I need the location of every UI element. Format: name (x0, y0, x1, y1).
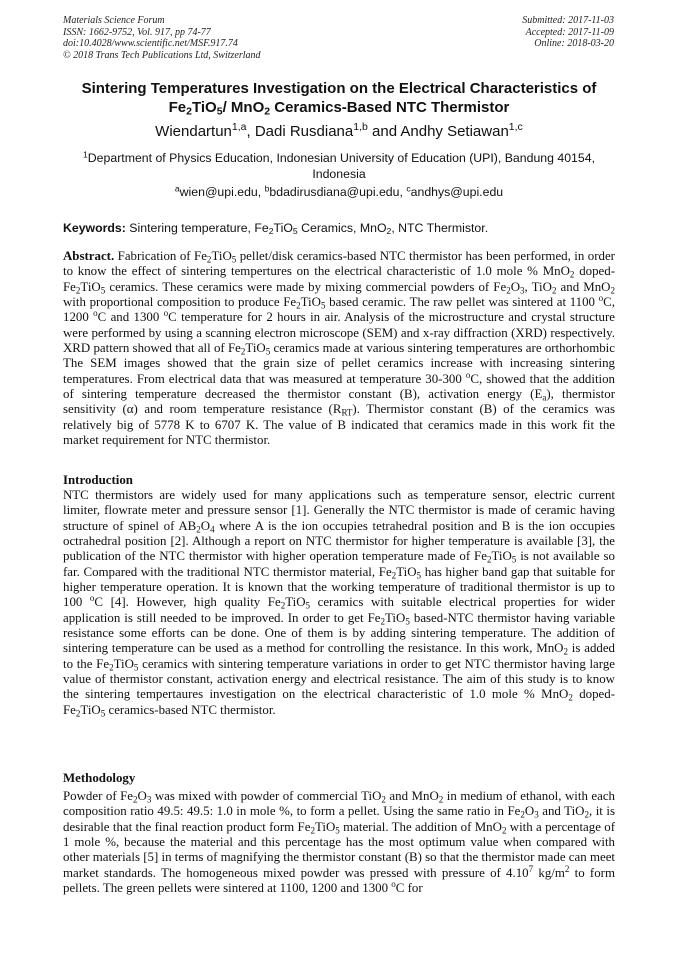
text-run: based ceramic. The raw pellet was sintered at 1100 (325, 295, 599, 310)
email-link[interactable]: andhys@upi.edu (410, 185, 504, 199)
text-run: TiO (80, 279, 101, 294)
keywords-text: , NTC Thermistor. (391, 221, 489, 235)
text-run: doped-Fe (63, 264, 615, 294)
affiliation (70, 150, 608, 182)
text-run: ceramics. These ceramics were made by mixing commercial powders of Fe (105, 279, 507, 294)
text-run: O (524, 804, 535, 819)
title-text: Fe (168, 99, 187, 116)
accepted-date: Accepted: 2017-11-09 (525, 26, 614, 38)
text-run: TiO (300, 295, 321, 310)
title-text: / MnO (222, 99, 265, 116)
text-run: 5 (320, 300, 326, 311)
text-run: TiO (211, 249, 232, 263)
title-sub: 2 (264, 105, 271, 118)
text-run: based-NTC thermistor having variable resistance some efforts can be done. One of them is by adding sintering temperature. The addition of sintering temperature can be used as a method for controlling the resistance. In this work, MnO (63, 610, 615, 656)
abstract-label: Abstract. (63, 249, 115, 263)
email-sup: b (264, 183, 270, 194)
text-run: 5 (416, 569, 422, 580)
paper-title (40, 79, 638, 117)
text-run: o (391, 879, 396, 890)
title-line-2 (40, 98, 638, 117)
text-run: doped-Fe (63, 687, 615, 717)
text-run: 2 (381, 794, 386, 805)
text-run: 2 (75, 708, 81, 719)
text-run: 3 (534, 809, 539, 820)
text-run: has higher band gap that suitable for higher temperature operation. It is known that the working temperature of traditional thermistor is up to 100 (63, 564, 615, 610)
text-run: 2 (520, 809, 525, 820)
text-run: Fabrication of Fe (114, 249, 207, 263)
title-sub: 5 (216, 105, 223, 118)
journal-copyright: © 2018 Trans Tech Publications Ltd, Switzerland (63, 49, 261, 61)
email-sup: a (174, 183, 180, 194)
text-run: with proportional composition to produce Fe (63, 295, 297, 310)
author-list (40, 123, 638, 141)
text-run: 5 (231, 254, 237, 265)
text-run: 2 (310, 824, 315, 835)
text-run: 5 (133, 662, 139, 673)
text-run: 5 (335, 824, 340, 835)
text-run: 2 (584, 809, 589, 820)
text-run: 2 (568, 692, 573, 703)
text-run: 2 (206, 254, 212, 265)
text-run: C and 1300 (97, 310, 164, 325)
author-sup: 1,b (353, 121, 368, 134)
introduction-heading: Introduction (63, 473, 133, 487)
text-run: 2 (438, 794, 444, 805)
keywords-sub: 2 (268, 226, 274, 237)
journal-header-right (522, 15, 614, 50)
text-run: 3 (520, 284, 525, 295)
text-run: ceramics with suitable electrical properties for wider application is still needed to be improved. In order to get Fe (63, 595, 615, 625)
text-run: material. The addition of MnO (339, 819, 502, 834)
text-run: 5 (265, 346, 271, 357)
text-run: o (465, 369, 471, 380)
keywords (63, 220, 615, 236)
text-run: TiO (385, 610, 406, 625)
text-run: 2 (196, 523, 201, 534)
text-run: 5 (405, 616, 410, 626)
text-run: TiO (396, 564, 417, 579)
methodology-paragraph (63, 789, 615, 896)
keywords-label: Keywords: (63, 221, 126, 235)
text-run: O (200, 518, 211, 533)
introduction-paragraph (63, 488, 615, 718)
text-run: 2 (109, 662, 114, 673)
text-run: and MnO (385, 789, 439, 803)
author-name: and Andhy Setiawan (367, 123, 509, 140)
text-run: TiO (491, 549, 512, 564)
text-run: 5 (100, 284, 106, 295)
journal-name: Materials Science Forum (63, 15, 165, 26)
text-run: o (89, 593, 95, 604)
keywords-text: Ceramics, MnO (297, 221, 387, 235)
affiliation-text: Department of Physics Education, Indonesian University of Education (UPI), Bandung 40154, Indonesia (87, 151, 595, 181)
text-run: TiO (285, 595, 306, 610)
text-run: o (598, 293, 604, 304)
text-run: ), thermistor sensitivity (α) and room temperature resistance (R (63, 387, 615, 417)
text-run: TiO (80, 702, 101, 717)
author-sup: 1,a (231, 121, 247, 134)
author-sup: 1,c (508, 121, 523, 134)
text-run: 2 (280, 600, 286, 611)
email-link[interactable]: wien@upi.edu, (179, 185, 265, 199)
text-run: 2 (610, 284, 615, 295)
author-emails (40, 184, 638, 200)
text-run: 2 (380, 616, 386, 626)
text-run: o (163, 308, 169, 319)
text-run: 2 (296, 300, 301, 311)
title-text: Ceramics-Based NTC Thermistor (270, 99, 510, 116)
text-run: C, showed that the addition of sintering temperature decreased the thermistor constant (B), activation energy (E (63, 371, 615, 402)
text-run: 2 (486, 554, 492, 565)
text-run: a (542, 392, 547, 403)
text-run: is added to the Fe (63, 641, 616, 671)
text-run: and MnO (556, 279, 611, 294)
text-run: , TiO (524, 279, 552, 294)
text-run: 2 (391, 569, 397, 580)
text-run: C for (395, 881, 423, 896)
text-run: to form pellets. The green pellets were sintered at 1100, 1200 and 1300 (63, 865, 615, 896)
keywords-sub: 5 (292, 226, 298, 237)
abstract-paragraph (63, 249, 615, 448)
text-run: C temperature for 2 hours in air. Analysis of the microstructure and crystal structure were performed by using a scanning electron microscope (SEM) and x-ray diffraction (XRD) respectively. XRD pattern showed that all of Fe (63, 310, 615, 356)
text-run: RT (341, 407, 353, 418)
text-run: is not available so far. Compared with the traditional NTC thermistor material, Fe (63, 549, 615, 579)
text-run: was mixed with powder of commercial TiO (151, 789, 382, 803)
submitted-date: Submitted: 2017-11-03 (522, 15, 614, 26)
journal-doi: doi:10.4028/www.scientific.net/MSF.917.74 (63, 38, 238, 49)
text-run: o (93, 308, 98, 319)
text-run: 7 (528, 863, 534, 874)
text-run: 2 (569, 269, 575, 280)
online-date: Online: 2018-03-20 (534, 38, 614, 49)
title-line-1: Sintering Temperatures Investigation on the Electrical Characteristics of (81, 80, 597, 97)
journal-issn: ISSN: 1662-9752, Vol. 917, pp 74-77 (63, 26, 211, 38)
text-run: 2 (75, 284, 81, 295)
text-run: TiO (113, 656, 134, 671)
text-run: TiO (314, 819, 336, 834)
keywords-text: TiO (273, 221, 293, 235)
text-run: 2 (564, 863, 570, 874)
text-run: Powder of Fe (63, 789, 134, 803)
title-text: TiO (192, 99, 217, 116)
text-run: in medium of ethanol, with each composition ratio 49.5: 49.5: 1.0 in mole %, to form a pellet. Using the same ratio in Fe (63, 789, 616, 819)
text-run: NTC thermistors are widely used for many applications such as temperature sensor, electric current limiter, flowrate meter and pressure sensor [1]. Generally the NTC thermistor is made of ceramic having structure of spinel of AB (63, 488, 615, 533)
text-run: kg/m (533, 865, 565, 880)
journal-header-left (63, 15, 261, 61)
text-run: 2 (133, 794, 138, 805)
title-sub: 2 (186, 105, 192, 118)
text-run: 5 (511, 554, 517, 565)
text-run: and TiO (538, 804, 585, 819)
text-run: 2 (240, 346, 246, 357)
author-name: , Dadi Rusdiana (246, 123, 354, 140)
text-run: 2 (563, 646, 568, 657)
text-run: with a percentage of 1 mole %, because the material and this percentage has the most optimum value when compared with other materials [5] in terms of magnifying the thermistor constant (B) so that the thermistor made can meet market standards. The homogeneous mixed powder was pressed with pressure of 4.10 (63, 819, 615, 880)
text-run: 4 (210, 523, 215, 534)
methodology-heading: Methodology (63, 771, 136, 785)
affiliation-sup: 1 (83, 149, 88, 160)
text-run: 2 (501, 824, 507, 835)
text-run: 5 (100, 708, 106, 719)
text-run: 3 (146, 794, 152, 805)
text-run: C, 1200 (63, 295, 615, 325)
email-link[interactable]: bdadirusdiana@upi.edu, (269, 185, 407, 199)
text-run: 2 (506, 284, 511, 295)
text-run: 5 (305, 600, 311, 611)
text-run: TiO (245, 341, 266, 356)
text-run: ceramics with sintering temperature variations in order to get NTC thermistor having large value of thermistor constant, activation energy and electrical resistance. The aim of this study is to know the sintering tempertaures investigation on the electrical characteristic of 1.0 mole % MnO (63, 656, 615, 702)
keywords-sub: 2 (386, 226, 392, 237)
text-run: C [4]. However, high quality Fe (94, 595, 281, 610)
text-run: ceramics-based NTC thermistor. (105, 702, 276, 717)
keywords-text: Sintering temperature, Fe (125, 221, 269, 235)
text-run: ceramics made at various sintering temperatures are orthorhombic The SEM images showed that the grain size of pellet ceramics increase with increasing sintering temperatures. From electrical data that was measured at temperature 30-300 (63, 341, 615, 386)
email-sup: c (406, 183, 411, 194)
author-name: Wiendartun (155, 123, 232, 140)
text-run: O (510, 279, 521, 294)
text-run: 2 (551, 284, 557, 295)
text-run: pellet/disk ceramics-based NTC thermistor has been performed, in order to know the effect of sintering tempertures on the electrical characteristic of 1.0 mole % MnO (63, 249, 615, 279)
text-run: ). Thermistor constant (B) of the ceramics was relatively big of 5778 K to 6707 K. The value of B indicated that ceramics made in this work fit the market requirement for NTC thermistor. (63, 402, 615, 448)
text-run: O (137, 789, 147, 803)
text-run: where A is the ion occupies tetrahedral position and B is the ion occupies octrahedral position [2]. Although a report on NTC thermistor for higher temperature is available [3], the publication of the NTC thermistor with higher operation temperature made of Fe (63, 518, 615, 564)
text-run: , it is desirable that the final reaction product form Fe (63, 804, 615, 834)
